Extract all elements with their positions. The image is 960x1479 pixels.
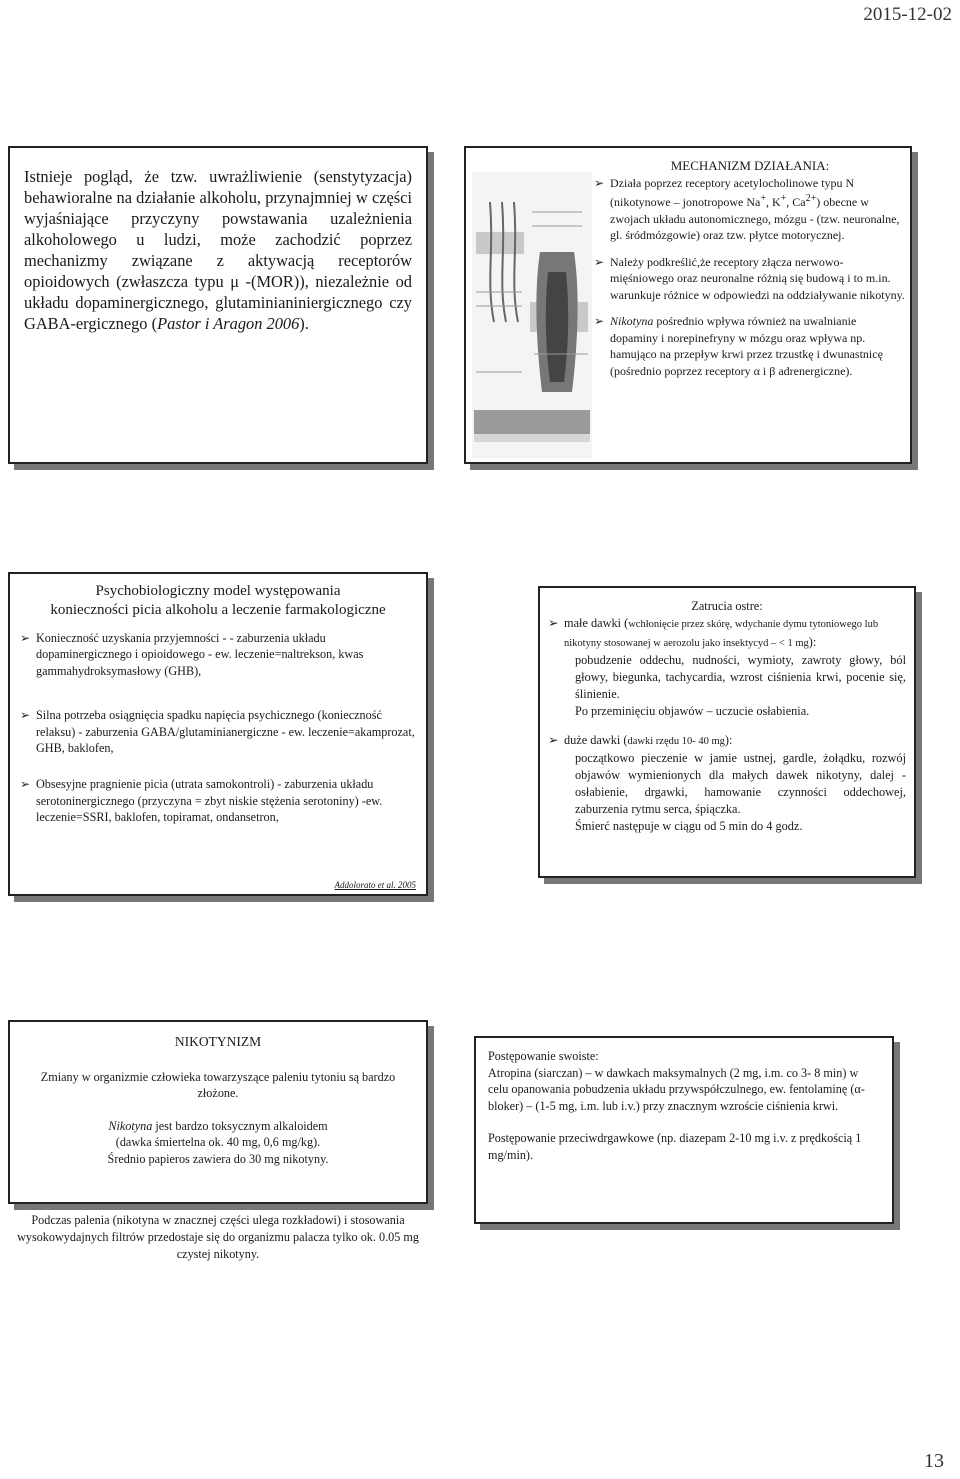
mechanism-bullet-3: ➢ Nikotyna pośrednio wpływa również na uwalnianie dopaminy i norepinefryny w mózgu oraz wpływa np. hamująco na przepływ krwi przez trzustkę i dwunastnicę (pośrednio poprzez receptory α i β adrenergiczne). — [594, 314, 883, 378]
slide3-citation: Addolorato et al. 2005 — [334, 880, 416, 890]
slide-nicotinism — [8, 1020, 428, 1204]
small-doses-symptoms: pobudzenie oddechu, nudności, wymioty, zawroty głowy, ból głowy, biegunka, tachycardia, wzrost ciśnienia krwi, pocenie się, ślinienie. — [575, 653, 906, 701]
slide5-title: NIKOTYNIZM — [174, 1034, 262, 1049]
slide3-title-line2: konieczności picia alkoholu a leczenie farmakologiczne — [50, 602, 386, 618]
treatment-anticonvulsant: Postępowanie przeciwdrgawkowe (np. diazepam 2-10 mg i.v. z prędkością 1 mg/min). — [488, 1131, 862, 1162]
header-date: 2015-12-02 — [863, 4, 952, 25]
arrow-bullet-icon: ➢ — [20, 708, 31, 723]
treatment-atropine: Atropina (siarczan) – w dawkach maksymalnych (2 mg, i.m. co 3- 8 min) w celu opanowania pobudzenia układu przywspółczulnego, ew. fentolaminę (α-bloker) – (1-5 mg, i.m. lub i.v.) przy znacznym wzroście ciśnienia krwi. — [488, 1065, 865, 1113]
mechanism-title: MECHANIZM DZIAŁANIA: — [670, 158, 830, 173]
slide1-paragraph: Istnieje pogląd, że tzw. uwrażliwienie (senstytyzacja) behawioralne na działanie alkoholu, przynajmniej w części wyjaśniające przyczyny powstawania uzależnienia alkoholowego u ludzi, może zachodzić poprzez mechanizmy związane z aktywacją receptorów opioidowych (zwłaszcza typu μ -(MOR)), niezależnie od układu dopaminergicznego, glutaminianiniergicznego czy GABA-ergicznego (Pastor i Aragon 2006). — [24, 167, 412, 333]
slide-treatment — [474, 1036, 894, 1224]
receptor-structure-diagram — [472, 172, 592, 458]
slide-opioid-sensitization — [8, 146, 428, 464]
mechanism-bullet-1: ➢ Działa poprzez receptory acetylocholinowe typu N (nikotynowe – jonotropowe Na+, K+, $Ca^{2+}$) obecne w zwojach układu autonomicznego, mózgu - (tzw. neuronalne, gl. śródmózgowie) oraz tzw. płytce motorycznej. — [594, 175, 900, 242]
model-item-2: ➢ Silna potrzeba osiągnięcia spadku napięcia psychicznego (konieczność relaksu) - zaburzenia GABA/glutaminianergiczne - ew. leczenie=akamprozat, GHB, baklofen, — [20, 708, 415, 756]
arrow-bullet-icon: ➢ — [20, 631, 31, 645]
small-doses-item: ➢ małe dawki (wchłonięcie przez skórę, wdychanie dymu tytoniowego lub nikotyny stosowanej w aerozolu jako insektycyd – < 1 mg): — [548, 615, 879, 649]
mechanism-bullet-2: ➢ Należy podkreślić,że receptory złącza nerwowo-mięśniowego oraz neuronalne różnią się budową i to m.in. warunkuje różnice w odpowiedzi na oddziaływanie nikotyny. — [594, 254, 905, 302]
slide5-footnote: Podczas palenia (nikotyna w znacznej części ulega rozkładowi) i stosowania wysokowydajnych filtrów przedostaje się do organizmu palacza tylko ok. 0.05 mg czystej nikotyny. — [17, 1213, 419, 1261]
slide5-intro: Zmiany w organizmie człowieka towarzyszące paleniu tytoniu są bardzo złożone. — [40, 1069, 396, 1101]
page-number: 13 — [924, 1450, 944, 1472]
slide-acute-poisoning — [538, 586, 916, 878]
arrow-bullet-icon: ➢ — [594, 254, 605, 269]
model-item-1: ➢ Konieczność uzyskania przyjemności - - zaburzenia układu dopaminergicznego i opioidowego - ew. leczenie=naltrekson, kwas gammahydroksymasłowy (GHB), — [20, 631, 364, 678]
model-item-3: ➢ Obsesyjne pragnienie picia (utrata samokontroli) - zaburzenia układu serotoninergicznego (przyczyna = zbyt niskie stężenia serotoniny) -ew. leczenie=SSRI, baklofen, topiramat, ondansetron, — [20, 777, 383, 825]
large-doses-after: Śmierć następuje w ciągu od 5 min do 4 godz. — [575, 818, 803, 833]
slide-mechanism — [464, 146, 912, 464]
arrow-bullet-icon: ➢ — [594, 175, 605, 190]
large-doses-symptoms: początkowo pieczenie w jamie ustnej, gardle, żołądku, rozwój objawów wymienionych dla małych dawek nikotyny, dalej - osłabienie, drgawki, hamowanie czynności oddechowej, zaburzenia rytmu serca, śpiączka. — [575, 751, 906, 816]
slide3-body — [20, 630, 416, 826]
slide5-toxicity: Nikotyna jest bardzo toksycznym alkaloidem — [108, 1118, 328, 1133]
mechanism-text — [594, 158, 906, 379]
treatment-heading: Postępowanie swoiste: — [488, 1049, 599, 1063]
small-doses-after: Po przeminięciu objawów – uczucie osłabienia. — [575, 703, 810, 718]
arrow-bullet-icon: ➢ — [20, 777, 31, 792]
slide5-cigarette-content: Średnio papieros zawiera do 30 mg nikotyny. — [107, 1151, 329, 1166]
slide1-citation: Pastor i Aragon 2006 — [157, 314, 300, 333]
slide5-lethal-dose: (dawka śmiertelna ok. 40 mg, 0,6 mg/kg). — [115, 1135, 321, 1150]
arrow-bullet-icon: ➢ — [548, 732, 559, 747]
receptor-diagram-graphic — [472, 172, 592, 458]
slide-psychobiological-model — [8, 572, 428, 896]
arrow-bullet-icon: ➢ — [594, 314, 605, 328]
slide3-title-line1: Psychobiologiczny model występowania — [95, 583, 341, 599]
slide4-title: Zatrucia ostre: — [691, 599, 763, 613]
arrow-bullet-icon: ➢ — [548, 615, 559, 630]
large-doses-item: ➢ duże dawki (dawki rzędu 10- 40 mg): — [548, 732, 733, 747]
